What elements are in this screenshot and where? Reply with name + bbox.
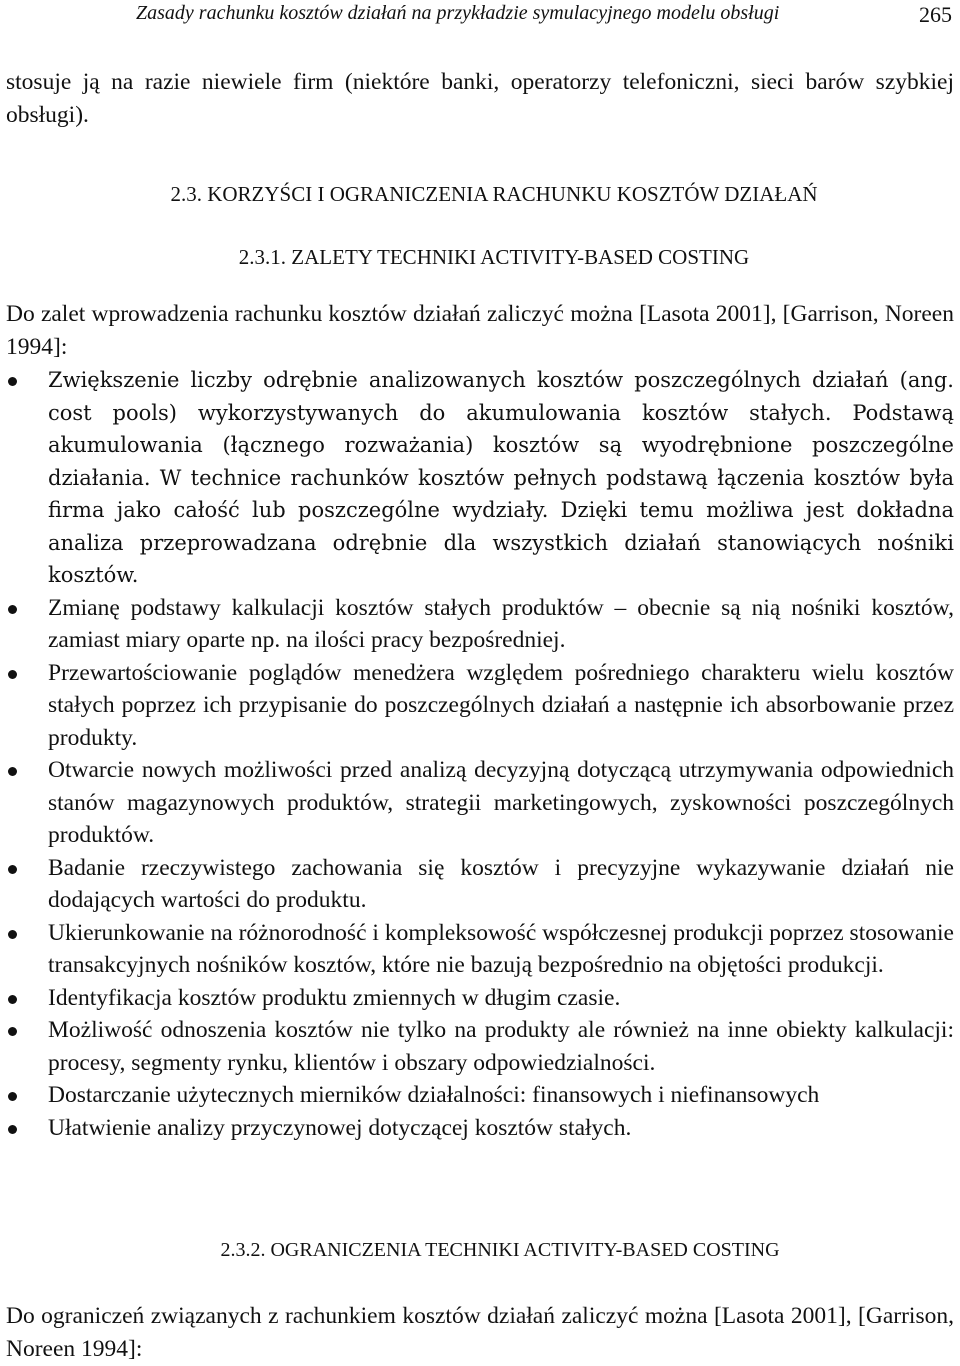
list-item — [0, 754, 960, 852]
list-item — [0, 1112, 960, 1145]
subsection-heading-limitations: 2.3.2. OGRANICZENIA TECHNIKI ACTIVITY-BASED COSTING — [220, 1239, 780, 1261]
list-item-text: Dostarczanie użytecznych mierników działalności: finansowych i niefinansowych — [48, 1082, 820, 1108]
header-title: Zasady rachunku kosztów działań na przykładzie symulacyjnego modelu obsługi — [136, 2, 780, 24]
list-item-text: Zmianę podstawy kalkulacji kosztów stałych produktów – obecnie są nią nośniki kosztów, zamiast miary oparte np. na ilości pracy bezpośredniej. — [48, 594, 954, 653]
bullet-icon — [8, 767, 17, 776]
bullet-icon — [8, 377, 17, 386]
list-item-text: Ukierunkowanie na różnorodność i kompleksowość współczesnej produkcji poprzez stosowanie transakcyjnych nośników kosztów, które nie bazują bezpośrednio na objętości produkcji. — [48, 919, 954, 978]
page-number: 265 — [919, 2, 952, 27]
bullet-icon — [8, 1125, 17, 1134]
bullet-icon — [8, 865, 17, 874]
bullet-icon — [8, 1092, 17, 1101]
running-header — [0, 0, 960, 30]
bullet-icon — [8, 930, 17, 939]
advantages-list — [0, 364, 960, 1144]
subsection-heading-advantages: 2.3.1. ZALETY TECHNIKI ACTIVITY-BASED COSTING — [238, 245, 750, 269]
bullet-icon — [8, 605, 17, 614]
list-item — [0, 852, 960, 917]
list-item-text: Możliwość odnoszenia kosztów nie tylko na produkty ale również na inne obiekty kalkulacji: procesy, segmenty rynku, klientów i obszary odpowiedzialności. — [48, 1017, 954, 1076]
bullet-icon — [8, 670, 17, 679]
list-item-text: Identyfikacja kosztów produktu zmiennych w długim czasie. — [48, 984, 621, 1011]
list-item — [0, 592, 960, 657]
advantages-lead-paragraph: Do zalet wprowadzenia rachunku kosztów działań zaliczyć można [Lasota 2001], [Garrison, Noreen 1994]: — [6, 301, 954, 360]
list-item-text: Ułatwienie analizy przyczynowej dotyczącej kosztów stałych. — [48, 1114, 632, 1141]
limitations-lead-paragraph: Do ograniczeń związanych z rachunkiem kosztów działań zaliczyć można [Lasota 2001], [Garrison, Noreen 1994]: — [6, 1303, 954, 1362]
bullet-icon — [8, 995, 17, 1004]
list-item — [0, 917, 960, 982]
bullet-icon — [8, 1027, 17, 1036]
list-item — [0, 1014, 960, 1079]
list-item-text: Zwiększenie liczby odrębnie analizowanych kosztów poszczególnych działań (ang. cost pools) wykorzystywanych do akumulowania kosztów stałych. Podstawą akumulowania (łącznego rozważania) kosztów są wyodrębnione poszczególne działania. W technice rachunków kosztów pełnych podstawą łączenia kosztów była firma jako całość lub poszczególne wydziały. Dzięki temu możliwa jest dokładna analiza przeprowadzana odrębnie dla wszystkich działań stanowiących nośniki kosztów. — [48, 368, 954, 587]
list-item — [0, 1079, 960, 1112]
intro-paragraph: stosuje ją na razie niewiele firm (niektóre banki, operatorzy telefoniczni, sieci barów szybkiej obsługi). — [6, 69, 954, 128]
list-item — [0, 364, 960, 592]
list-item — [0, 982, 960, 1015]
section-heading: 2.3. KORZYŚCI I OGRANICZENIA RACHUNKU KOSZTÓW DZIAŁAŃ — [170, 182, 818, 206]
list-item-text: Przewartościowanie poglądów menedżera względem pośredniego charakteru wielu kosztów stałych poprzez ich przypisanie do poszczególnych działań a następnie ich absorbowanie przez produkty. — [48, 659, 954, 751]
list-item-text: Badanie rzeczywistego zachowania się kosztów i precyzyjne wykazywanie działań nie dodających wartości do produktu. — [48, 854, 954, 913]
list-item-text: Otwarcie nowych możliwości przed analizą decyzyjną dotyczącą utrzymywania odpowiednich stanów magazynowych produktów, strategii marketingowych, zyskowności poszczególnych produktów. — [48, 757, 954, 848]
list-item — [0, 657, 960, 755]
